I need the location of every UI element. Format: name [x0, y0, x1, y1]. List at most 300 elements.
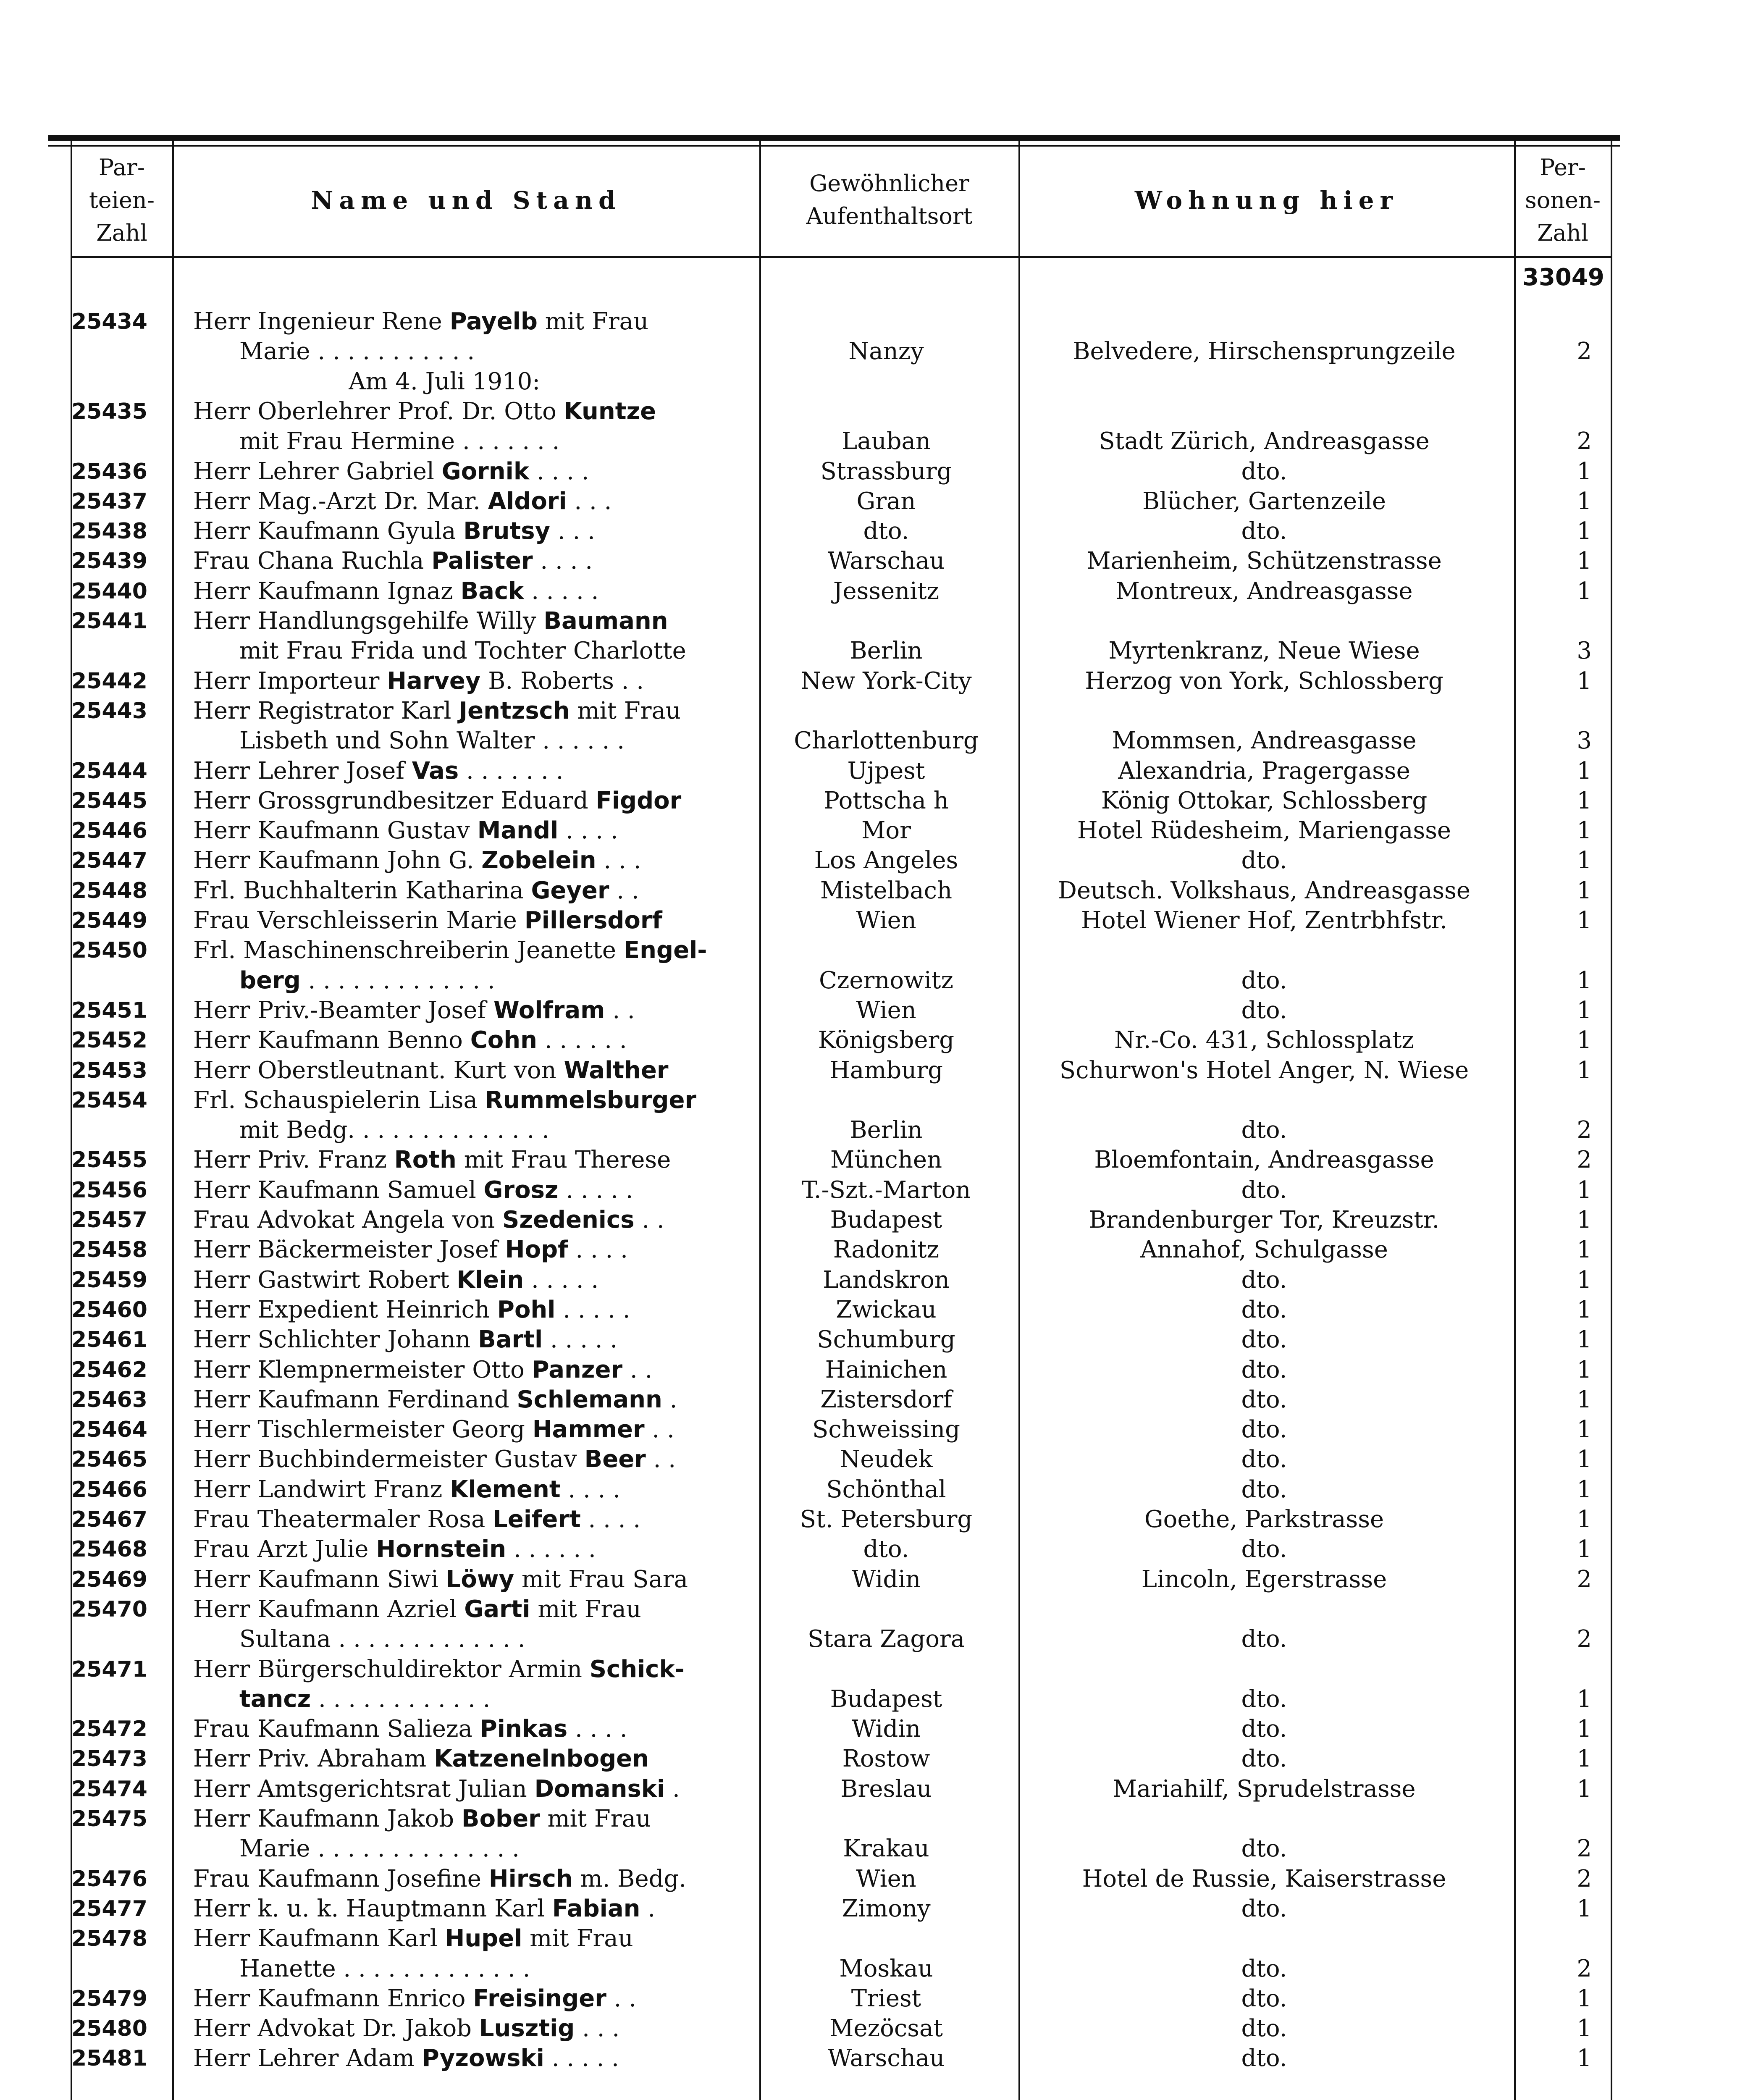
- name-suffix: . . . . .: [543, 1326, 618, 1354]
- local-address: Bloemfontain, Andreasgasse: [1094, 1146, 1434, 1174]
- local-address: Montreux, Andreasgasse: [1115, 577, 1413, 605]
- name-suffix: . . . .: [558, 817, 618, 845]
- usual-residence: New York-City: [800, 667, 972, 695]
- usual-residence: Hainichen: [825, 1356, 947, 1383]
- partei-number: 25448: [71, 878, 147, 903]
- table-row: [0, 1654, 1740, 1685]
- local-address: dto.: [1241, 1835, 1287, 1863]
- usual-residence: Wien: [856, 907, 916, 934]
- partei-number: 25475: [71, 1806, 147, 1832]
- local-address: dto.: [1241, 1715, 1287, 1743]
- partei-number: 25454: [71, 1087, 147, 1113]
- name-suffix: . . . . .: [555, 1296, 630, 1323]
- table-row: [0, 1205, 1740, 1235]
- table-row: [0, 1774, 1740, 1804]
- name-text: Frau Chana Ruchla: [193, 547, 432, 575]
- usual-residence: München: [830, 1146, 942, 1174]
- name-and-status: [193, 2043, 748, 2074]
- partei-number: 25461: [71, 1327, 147, 1353]
- surname: Cohn: [470, 1026, 538, 1054]
- name-and-status: [193, 1085, 748, 1116]
- surname: Schick-: [589, 1655, 685, 1683]
- table-row: [0, 1145, 1740, 1175]
- local-address: dto.: [1241, 1475, 1287, 1503]
- name-and-status: [239, 1954, 794, 1984]
- name-and-status: [239, 336, 794, 367]
- name-and-status: [239, 426, 794, 457]
- top-rule-thin: [48, 145, 1620, 147]
- name-and-status: [193, 995, 748, 1026]
- local-address: dto.: [1241, 457, 1287, 485]
- local-address: Nr.-Co. 431, Schlossplatz: [1114, 1026, 1415, 1054]
- continuation-row: [0, 1834, 1740, 1864]
- name-suffix: . . . . .: [544, 2045, 619, 2072]
- surname: Rummelsburger: [485, 1086, 697, 1114]
- partei-number: 25435: [71, 399, 147, 424]
- name-text: Herr k. u. k. Hauptmann Karl: [193, 1895, 552, 1922]
- continuation-row: [0, 336, 1740, 367]
- person-count: 1: [1577, 996, 1592, 1024]
- person-count: 1: [1577, 1056, 1592, 1084]
- name-suffix: . . .: [596, 847, 641, 874]
- name-and-status: [193, 1894, 748, 1924]
- local-address: dto.: [1241, 1386, 1287, 1413]
- table-row: [0, 1564, 1740, 1595]
- name-suffix: m. Bedg.: [572, 1865, 687, 1893]
- name-text: Sultana . . . . . . . . . . . . .: [239, 1625, 525, 1653]
- name-and-status: [193, 1534, 748, 1564]
- surname: Bober: [461, 1805, 540, 1832]
- partei-number: 25468: [71, 1537, 147, 1562]
- surname: Brutsy: [463, 517, 551, 545]
- name-and-status: [239, 1684, 794, 1714]
- name-suffix: . .: [605, 996, 635, 1024]
- name-and-status: [239, 726, 794, 756]
- name-and-status: [193, 1864, 748, 1894]
- partei-number: 25477: [71, 1896, 147, 1922]
- surname: Aldori: [488, 487, 567, 515]
- table-row: [0, 307, 1740, 337]
- name-suffix: mit Frau: [537, 308, 649, 335]
- usual-residence: Mezöcsat: [829, 2015, 943, 2042]
- name-and-status: [193, 1714, 748, 1744]
- continuation-row: [0, 636, 1740, 666]
- name-text: Herr Buchbindermeister Gustav: [193, 1446, 585, 1473]
- name-suffix: mit Frau: [522, 1925, 633, 1953]
- name-text: Herr Kaufmann Enrico: [193, 1984, 473, 2012]
- usual-residence: Schönthal: [826, 1475, 946, 1503]
- header-personen-zahl: [1515, 151, 1611, 249]
- local-address: Hotel Rüdesheim, Mariengasse: [1077, 817, 1451, 845]
- surname: Baumann: [543, 607, 668, 635]
- table-row: [0, 1025, 1740, 1055]
- person-count: 1: [1577, 787, 1592, 814]
- name-and-status: [193, 1594, 748, 1625]
- header-personen-line1: Per-: [1540, 154, 1586, 181]
- name-text: Frau Theatermaler Rosa: [193, 1506, 493, 1533]
- header-partei-zahl: [71, 151, 172, 249]
- person-count: 2: [1577, 1625, 1592, 1653]
- surname: Geyer: [531, 877, 609, 904]
- local-address: dto.: [1241, 1116, 1287, 1144]
- local-address: dto.: [1241, 966, 1287, 994]
- usual-residence: Jessenitz: [833, 577, 940, 605]
- continuation-row: [0, 1684, 1740, 1714]
- usual-residence: Widin: [851, 1565, 921, 1593]
- usual-residence: Ujpest: [847, 757, 925, 785]
- person-count: 1: [1577, 1984, 1592, 2012]
- surname: Löwy: [446, 1565, 514, 1593]
- header-personen-line3: Zahl: [1537, 220, 1588, 246]
- table-row: [0, 606, 1740, 636]
- surname: Freisinger: [473, 1984, 606, 2012]
- usual-residence: St. Petersburg: [800, 1506, 973, 1533]
- name-and-status: [193, 1444, 748, 1475]
- person-count: 1: [1577, 1775, 1592, 1803]
- header-aufenthaltsort-line1: Gewöhnlicher: [809, 170, 969, 197]
- name-text: Herr Ingenieur Rene: [193, 308, 450, 335]
- table-row: [0, 1534, 1740, 1564]
- name-and-status: [193, 606, 748, 636]
- continuation-row: [0, 1115, 1740, 1145]
- usual-residence: Krakau: [843, 1835, 929, 1863]
- person-count: 1: [1577, 1206, 1592, 1234]
- surname: Hornstein: [376, 1536, 507, 1563]
- name-and-status: [193, 1564, 748, 1595]
- local-address: Mariahilf, Sprudelstrasse: [1113, 1775, 1416, 1803]
- local-address: dto.: [1241, 2045, 1287, 2072]
- person-count: 1: [1577, 1895, 1592, 1922]
- name-and-status: [193, 457, 748, 487]
- usual-residence: Radonitz: [833, 1236, 940, 1264]
- partei-number: 25439: [71, 549, 147, 574]
- name-text: Herr Kaufmann Gustav: [193, 817, 478, 845]
- local-address: dto.: [1241, 1326, 1287, 1354]
- surname: Pohl: [497, 1296, 556, 1323]
- partei-number: 25473: [71, 1746, 147, 1772]
- name-suffix: .: [662, 1386, 677, 1413]
- name-text: Frl. Maschinenschreiberin Jeanette: [193, 937, 624, 964]
- person-count: 1: [1577, 966, 1592, 994]
- table-row: [0, 1744, 1740, 1774]
- surname: Lusztig: [479, 2015, 575, 2042]
- name-and-status: [193, 546, 748, 576]
- person-count: 2: [1577, 1865, 1592, 1893]
- header-aufenthaltsort-line2: Aufenthaltsort: [806, 203, 973, 229]
- partei-number: 25458: [71, 1237, 147, 1263]
- partei-number: 25434: [71, 309, 147, 334]
- name-text: Herr Expedient Heinrich: [193, 1296, 497, 1323]
- header-wohnung: Wohnung hier: [1134, 186, 1399, 215]
- table-row: [0, 696, 1740, 726]
- name-text: mit Bedg. . . . . . . . . . . . . .: [239, 1116, 549, 1144]
- table-row: [0, 1444, 1740, 1475]
- name-suffix: . . . . . .: [506, 1536, 596, 1563]
- surname: Leifert: [493, 1506, 581, 1533]
- usual-residence: Widin: [851, 1715, 921, 1743]
- name-and-status: [193, 1475, 748, 1505]
- table-row: [0, 1085, 1740, 1116]
- name-text: Herr Oberlehrer Prof. Dr. Otto: [193, 397, 564, 425]
- surname: Grosz: [483, 1176, 559, 1204]
- surname: Garti: [464, 1595, 530, 1623]
- surname: Hopf: [505, 1236, 568, 1264]
- surname: Back: [460, 577, 524, 605]
- table-row: [0, 1175, 1740, 1205]
- name-and-status: [193, 696, 748, 726]
- name-suffix: . . . .: [529, 457, 589, 485]
- table-row: [0, 786, 1740, 816]
- name-and-status: [239, 1115, 794, 1145]
- usual-residence: Lauban: [842, 428, 931, 455]
- person-count: 1: [1577, 1536, 1592, 1563]
- person-count: 2: [1577, 1116, 1592, 1144]
- table-row: [0, 1924, 1740, 1954]
- surname: Pinkas: [480, 1715, 568, 1743]
- usual-residence: dto.: [863, 1536, 909, 1563]
- usual-residence: Landskron: [823, 1266, 950, 1294]
- surname: Kuntze: [564, 397, 656, 425]
- surname: Bartl: [478, 1326, 543, 1354]
- name-and-status: [193, 1654, 748, 1685]
- person-count: 2: [1577, 1146, 1592, 1174]
- table-row: [0, 1055, 1740, 1086]
- surname: Beer: [584, 1446, 646, 1473]
- name-suffix: mit Frau: [540, 1805, 651, 1832]
- usual-residence: Neudek: [840, 1446, 933, 1473]
- name-text: Herr Kaufmann Benno: [193, 1026, 470, 1054]
- name-text: Herr Tischlermeister Georg: [193, 1416, 533, 1444]
- local-address: dto.: [1241, 996, 1287, 1024]
- name-and-status: [193, 2013, 748, 2044]
- partei-number: 25463: [71, 1387, 147, 1412]
- table-row: [0, 666, 1740, 696]
- person-count: 1: [1577, 667, 1592, 695]
- table-row: [0, 486, 1740, 517]
- name-and-status: [239, 636, 794, 666]
- table-row: [0, 1714, 1740, 1744]
- partei-number: 25469: [71, 1567, 147, 1592]
- name-text: Marie . . . . . . . . . . .: [239, 338, 475, 365]
- header-partei-line3: Zahl: [96, 220, 147, 246]
- name-and-status: [193, 1295, 748, 1325]
- person-count: 1: [1577, 1745, 1592, 1773]
- partei-number: 25467: [71, 1507, 147, 1532]
- name-text: Herr Registrator Karl: [193, 697, 459, 724]
- name-text: mit Frau Frida und Tochter Charlotte: [239, 637, 686, 665]
- usual-residence: Schumburg: [817, 1326, 955, 1354]
- name-and-status: [193, 396, 748, 427]
- partei-number: 25450: [71, 938, 147, 963]
- local-address: dto.: [1241, 1955, 1287, 1982]
- surname: Payelb: [449, 308, 538, 335]
- name-suffix: . . .: [575, 2015, 620, 2042]
- surname: Engel-: [623, 937, 707, 964]
- name-and-status: [193, 1385, 748, 1415]
- partei-number: 25455: [71, 1147, 147, 1173]
- partei-number: 25442: [71, 668, 147, 694]
- name-text: Herr Mag.-Arzt Dr. Mar.: [193, 487, 488, 515]
- partei-number: 25457: [71, 1208, 147, 1233]
- person-count: 1: [1577, 1506, 1592, 1533]
- person-count: 2: [1577, 1565, 1592, 1593]
- continuation-row: [0, 1624, 1740, 1654]
- surname: Harvey: [387, 667, 481, 695]
- person-count: 1: [1577, 1386, 1592, 1413]
- name-text: Herr Priv.-Beamter Josef: [193, 996, 493, 1024]
- table-row: [0, 1984, 1740, 2014]
- surname: Palister: [431, 547, 533, 575]
- name-and-status: [193, 1025, 748, 1055]
- name-suffix: . . .: [567, 487, 612, 515]
- name-and-status: [193, 486, 748, 517]
- table-row: [0, 1235, 1740, 1265]
- usual-residence: Gran: [856, 487, 916, 515]
- name-and-status: [193, 307, 748, 337]
- name-suffix: B. Roberts . .: [480, 667, 644, 695]
- name-suffix: . . . . . . .: [459, 757, 564, 785]
- surname: Walther: [564, 1056, 669, 1084]
- surname: Hammer: [532, 1416, 645, 1444]
- table-row: [0, 2043, 1740, 2074]
- name-suffix: . .: [644, 1416, 674, 1444]
- name-suffix: . . . . . . . . . . . .: [311, 1685, 491, 1713]
- usual-residence: Pottscha h: [824, 787, 949, 814]
- name-suffix: . . . .: [568, 1236, 628, 1264]
- partei-number: 25452: [71, 1028, 147, 1053]
- local-address: Marienheim, Schützenstrasse: [1087, 547, 1442, 575]
- name-text: Herr Priv. Abraham: [193, 1745, 434, 1773]
- name-text: Herr Kaufmann Samuel: [193, 1176, 484, 1204]
- usual-residence: Zwickau: [836, 1296, 937, 1323]
- local-address: dto.: [1241, 1745, 1287, 1773]
- name-text: Herr Kaufmann Jakob: [193, 1805, 462, 1832]
- partei-number: 25438: [71, 519, 147, 544]
- local-address: Annahof, Schulgasse: [1140, 1236, 1388, 1264]
- person-count: 1: [1577, 1236, 1592, 1264]
- name-text: Frau Advokat Angela von: [193, 1206, 502, 1234]
- header-personen-line2: sonen-: [1525, 187, 1601, 213]
- name-and-status: [193, 1924, 748, 1954]
- person-count: 1: [1577, 457, 1592, 485]
- name-text: Frau Kaufmann Josefine: [193, 1865, 489, 1893]
- person-count: 1: [1577, 1685, 1592, 1713]
- name-text: Herr Landwirt Franz: [193, 1475, 450, 1503]
- usual-residence: Moskau: [839, 1955, 933, 1982]
- name-text: Herr Grossgrundbesitzer Eduard: [193, 787, 596, 814]
- name-and-status: [193, 1504, 748, 1535]
- surname: Gornik: [441, 457, 530, 485]
- person-count: 1: [1577, 1356, 1592, 1383]
- name-and-status: [193, 516, 748, 546]
- partei-number: 25437: [71, 488, 147, 514]
- person-count: 1: [1577, 547, 1592, 575]
- table-row: [0, 576, 1740, 606]
- surname: Pyzowski: [422, 2045, 544, 2072]
- table-row: [0, 396, 1740, 427]
- local-address: Mommsen, Andreasgasse: [1112, 727, 1417, 755]
- surname: Jentzsch: [459, 697, 570, 724]
- person-count: 1: [1577, 577, 1592, 605]
- name-text: Frau Kaufmann Salieza: [193, 1715, 480, 1743]
- name-and-status: [193, 756, 748, 786]
- surname: Mandl: [477, 817, 559, 845]
- usual-residence: Warschau: [827, 2045, 945, 2072]
- name-and-status: [193, 1355, 748, 1385]
- name-text: Herr Bäckermeister Josef: [193, 1236, 505, 1264]
- person-count: 3: [1577, 727, 1592, 755]
- name-and-status: [239, 1834, 794, 1864]
- partei-number: 25436: [71, 459, 147, 484]
- name-and-status: [193, 876, 748, 906]
- table-row: [0, 876, 1740, 906]
- name-suffix: . . . . . . . . . . . . .: [300, 966, 495, 994]
- name-text: Marie . . . . . . . . . . . . . .: [239, 1835, 520, 1863]
- person-count: 1: [1577, 517, 1592, 545]
- table-row: [0, 1295, 1740, 1325]
- partei-number: 25451: [71, 998, 147, 1023]
- name-suffix: . .: [622, 1356, 653, 1383]
- top-rule: [48, 135, 1620, 141]
- usual-residence: Czernowitz: [819, 966, 953, 994]
- name-text: Lisbeth und Sohn Walter . . . . . .: [239, 727, 625, 755]
- local-address: Belvedere, Hirschensprungzeile: [1073, 338, 1456, 365]
- person-count: 1: [1577, 877, 1592, 904]
- local-address: Goethe, Parkstrasse: [1144, 1506, 1384, 1533]
- name-and-status: [193, 1145, 748, 1175]
- local-address: Brandenburger Tor, Kreuzstr.: [1089, 1206, 1440, 1234]
- usual-residence: Mistelbach: [820, 877, 953, 904]
- table-row: [0, 1894, 1740, 1924]
- name-suffix: .: [640, 1895, 656, 1922]
- local-address: Stadt Zürich, Andreasgasse: [1099, 428, 1430, 455]
- person-count: 1: [1577, 1266, 1592, 1294]
- name-and-status: [239, 966, 794, 996]
- local-address: dto.: [1241, 1266, 1287, 1294]
- local-address: Herzog von York, Schlossberg: [1085, 667, 1443, 695]
- name-text: Herr Kaufmann Azriel: [193, 1595, 465, 1623]
- name-text: Herr Bürgerschuldirektor Armin: [193, 1655, 590, 1683]
- person-count: 2: [1577, 1955, 1592, 1982]
- surname: Wolfram: [493, 996, 605, 1024]
- usual-residence: Berlin: [850, 1116, 923, 1144]
- table-row: [0, 2013, 1740, 2044]
- table-row: [0, 756, 1740, 786]
- usual-residence: Mor: [861, 817, 911, 845]
- continuation-row: [0, 726, 1740, 756]
- table-row: [0, 516, 1740, 546]
- person-count: 1: [1577, 1296, 1592, 1323]
- continuation-row: [0, 966, 1740, 996]
- usual-residence: Berlin: [850, 637, 923, 665]
- name-suffix: . . . .: [580, 1506, 641, 1533]
- local-address: dto.: [1241, 1536, 1287, 1563]
- name-and-status: [193, 1774, 748, 1804]
- table-row: [0, 1325, 1740, 1355]
- usual-residence: Budapest: [830, 1685, 942, 1713]
- partei-number: 25471: [71, 1656, 147, 1682]
- name-and-status: [193, 1205, 748, 1235]
- surname: Hupel: [445, 1925, 522, 1953]
- partei-number: 25445: [71, 788, 147, 814]
- name-and-status: [193, 1744, 748, 1774]
- name-suffix: mit Frau: [570, 697, 681, 724]
- table-row: [0, 1594, 1740, 1625]
- name-text: Herr Importeur: [193, 667, 387, 695]
- partei-number: 25462: [71, 1357, 147, 1383]
- name-suffix: . .: [646, 1446, 676, 1473]
- usual-residence: Schweissing: [812, 1416, 961, 1444]
